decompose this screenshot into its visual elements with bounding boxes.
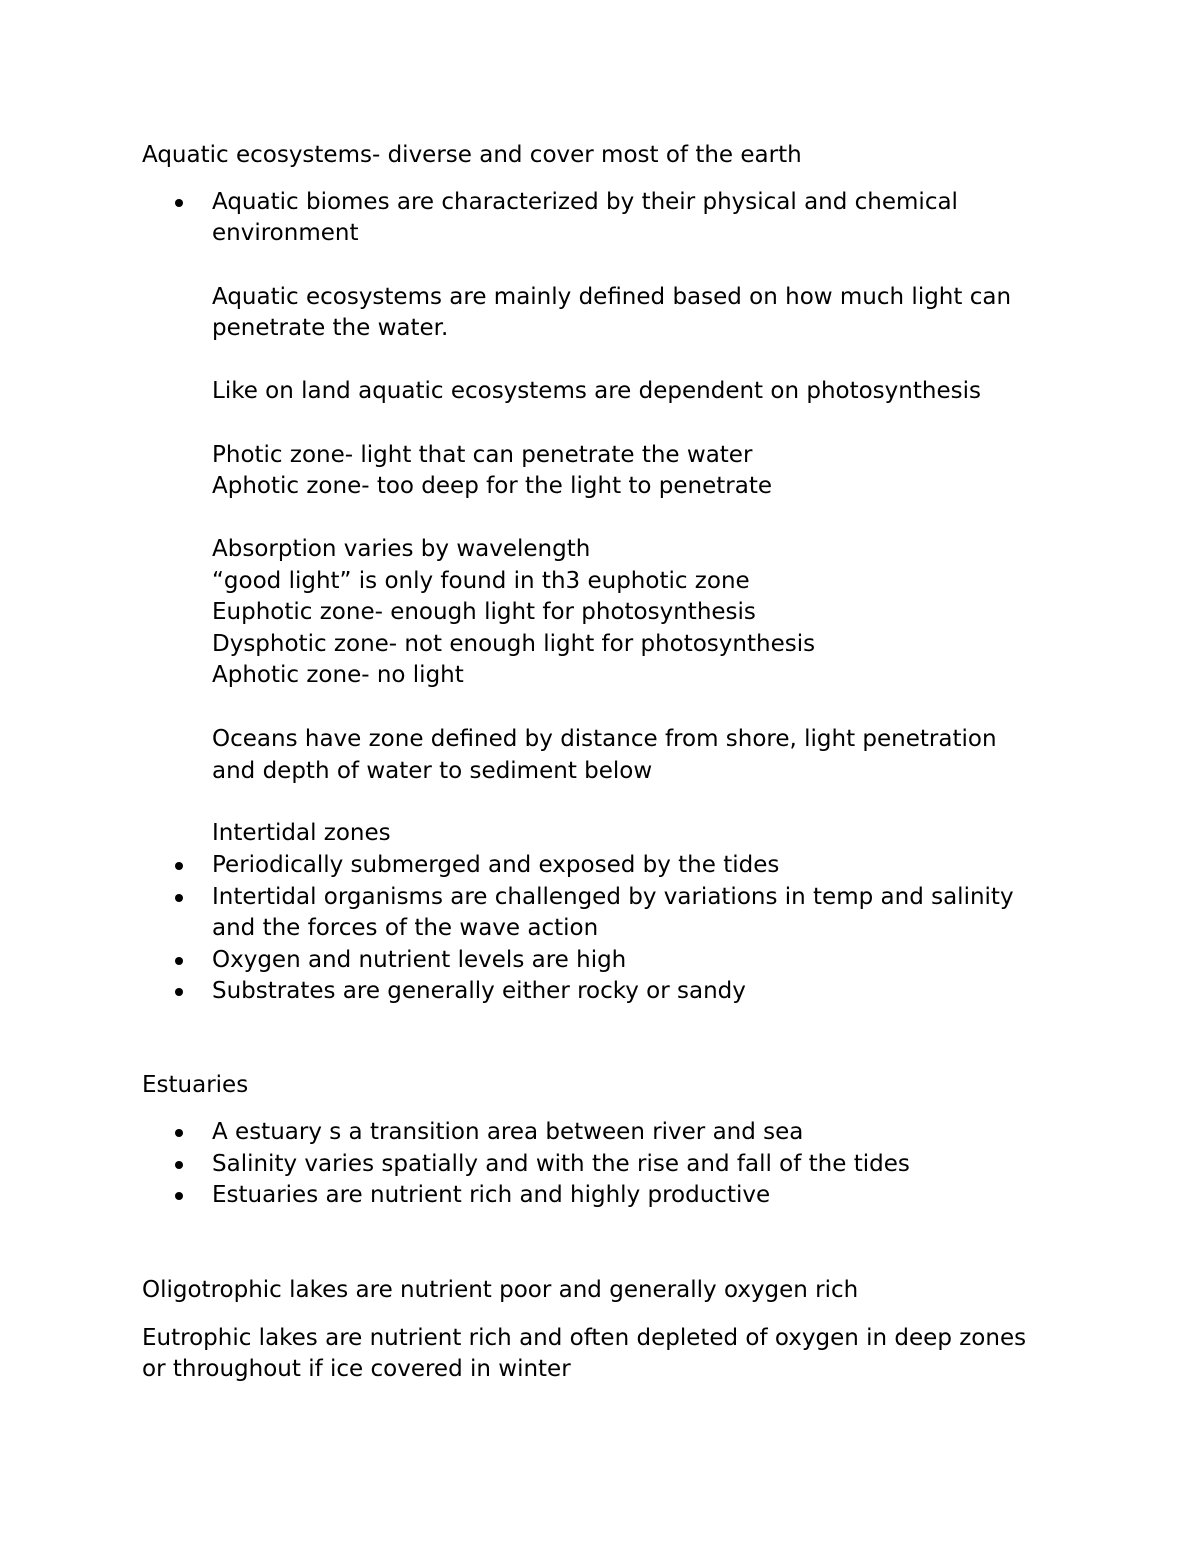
text-line: penetrate the water. [212, 315, 449, 341]
bullet-icon [175, 988, 183, 996]
list-item: Aquatic biomes are characterized by their physical and chemical [0, 186, 1200, 218]
text-line: Photic zone- light that can penetrate the water [212, 442, 753, 468]
bullet-icon [175, 1129, 183, 1137]
paragraph-eutrophic-line: Eutrophic lakes are nutrient rich and often depleted of oxygen in deep zones [142, 1325, 1027, 1351]
list-item: A estuary s a transition area between river and sea [0, 1116, 1200, 1148]
list-item: Intertidal organisms are challenged by variations in temp and salinity [0, 881, 1200, 913]
bullet-icon [175, 957, 183, 965]
bullet-icon [175, 1161, 183, 1169]
list-item: Salinity varies spatially and with the rise and fall of the tides [0, 1148, 1200, 1180]
text-line: Euphotic zone- enough light for photosynthesis [212, 599, 756, 625]
bullet-icon [175, 1192, 183, 1200]
list-item: Estuaries are nutrient rich and highly productive [0, 1179, 1200, 1211]
text-line: Aphotic zone- no light [212, 662, 464, 688]
text-line: Aquatic ecosystems are mainly defined based on how much light can [212, 284, 1012, 310]
text-line: Aphotic zone- too deep for the light to penetrate [212, 473, 773, 499]
heading-estuaries: Estuaries [142, 1072, 249, 1098]
bullet-icon [175, 862, 183, 870]
text-line: “good light” is only found in th3 euphotic zone [212, 568, 750, 594]
text-line: and depth of water to sediment below [212, 758, 653, 784]
list-item: Oxygen and nutrient levels are high [0, 944, 1200, 976]
list-item: Periodically submerged and exposed by the tides [0, 849, 1200, 881]
list-item-continuation: environment [212, 220, 359, 246]
paragraph-oligotrophic: Oligotrophic lakes are nutrient poor and generally oxygen rich [142, 1277, 859, 1303]
text-line: Dysphotic zone- not enough light for photosynthesis [212, 631, 816, 657]
text-line: Intertidal zones [212, 820, 391, 846]
list-item: Substrates are generally either rocky or sandy [0, 975, 1200, 1007]
text-line: Absorption varies by wavelength [212, 536, 591, 562]
text-line: Like on land aquatic ecosystems are dependent on photosynthesis [212, 378, 981, 404]
heading-aquatic-ecosystems: Aquatic ecosystems- diverse and cover most of the earth [142, 142, 802, 168]
bullet-icon [175, 894, 183, 902]
bullet-icon [175, 199, 183, 207]
list-item-continuation: and the forces of the wave action [212, 915, 599, 941]
text-line: Oceans have zone defined by distance from shore, light penetration [212, 726, 997, 752]
paragraph-eutrophic-line: or throughout if ice covered in winter [142, 1356, 571, 1382]
